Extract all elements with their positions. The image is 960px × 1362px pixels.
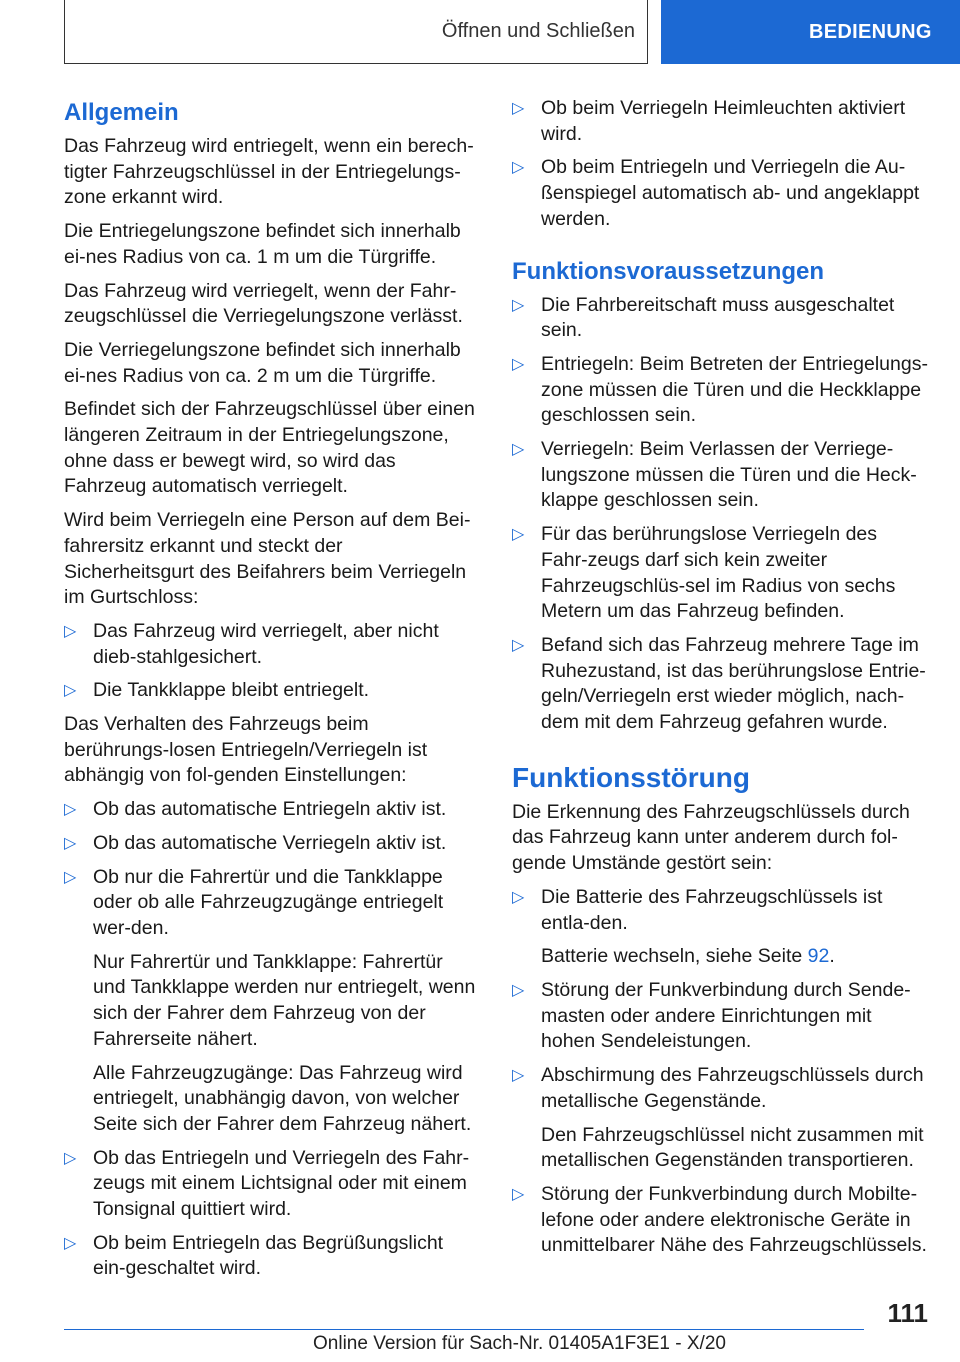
footer-divider xyxy=(64,1329,864,1330)
list-item: ▷ Ob beim Entriegeln das Begrüßungslicht ein-geschaltet wird. xyxy=(64,1231,444,1280)
triangle-bullet-icon: ▷ xyxy=(512,296,525,314)
list-item: ▷ Das Fahrzeug wird verriegelt, aber nicht dieb-stahlgesichert. xyxy=(64,619,439,668)
triangle-bullet-icon: ▷ xyxy=(512,355,525,373)
list-item: ▷ Ob das automatische Verriegeln aktiv ist. xyxy=(64,831,478,857)
triangle-bullet-icon: ▷ xyxy=(64,801,77,819)
triangle-bullet-icon: ▷ xyxy=(512,526,525,544)
triangle-bullet-icon: ▷ xyxy=(512,441,525,459)
triangle-bullet-icon: ▷ xyxy=(512,981,525,999)
heading-funktionsstoerung: Funktionsstörung xyxy=(512,761,750,793)
heading-allgemein: Allgemein xyxy=(64,99,179,126)
triangle-bullet-icon: ▷ xyxy=(64,1149,77,1167)
triangle-bullet-icon: ▷ xyxy=(512,636,525,654)
triangle-bullet-icon: ▷ xyxy=(512,1185,525,1203)
list-item: ▷ Verriegeln: Beim Verlassen der Verriege-lungszone müssen die Türen und die Heck-klappe geschlossen sein. xyxy=(512,438,917,512)
header-section-title: Öffnen und Schließen xyxy=(441,20,635,42)
page-number: 111 xyxy=(887,1298,928,1328)
paragraph: Befindet sich der Fahrzeugschlüssel über einen längeren Zeitraum in der Entriegelungszone, ohne dass er bewegt wird, so wird das Fahrzeug automatisch verriegelt. xyxy=(64,398,475,498)
paragraph: Das Verhalten des Fahrzeugs beim berührungs-losen Entriegeln/Verriegeln ist abhängig von fol-genden Einstellungen: xyxy=(64,713,428,787)
list-item: ▷ Die Batterie des Fahrzeugschlüssels ist entla-den. Batterie wechseln, siehe Seite 92. xyxy=(512,885,883,968)
list-item: ▷ Ob das Entriegeln und Verriegeln des Fahr-zeugs mit einem Lichtsignal oder mit einem Tonsignal quittiert wird. xyxy=(64,1146,470,1221)
paragraph: Die Verriegelungszone befindet sich innerhalb ei-nes Radius von ca. 2 m um die Türgriffe. xyxy=(64,338,461,387)
triangle-bullet-icon: ▷ xyxy=(64,622,77,640)
heading-funktionsvoraussetzungen: Funktionsvoraussetzungen xyxy=(512,257,825,285)
list-item: ▷ Ob nur die Fahrertür und die Tankklappe oder ob alle Fahrzeugzugänge entriegelt wer-den. Nur Fahrertür und Tankklappe: Fahrertür und Tankklappe werden nur entriegelt, wenn sich der Fahrer dem Fahrzeug von der Fahrerseite nähert. Alle Fahrzeugzugänge: Das Fahrzeug wird entriegelt, unabhängig davon, von welcher Seite sich der Fahrer dem Fahrzeug nähert. xyxy=(64,865,476,1135)
page-reference-link[interactable]: 92 xyxy=(807,945,830,968)
right-column xyxy=(512,96,928,1267)
list-item: ▷ Die Fahrbereitschaft muss ausgeschaltet sein. xyxy=(512,293,895,342)
triangle-bullet-icon: ▷ xyxy=(64,1234,77,1252)
triangle-bullet-icon: ▷ xyxy=(512,100,525,117)
paragraph: Wird beim Verriegeln eine Person auf dem Bei-fahrersitz erkannt und steckt der Sicherheitsgurt des Beifahrers beim Verriegeln im Gurtschloss: xyxy=(64,509,471,609)
triangle-bullet-icon: ▷ xyxy=(64,682,77,700)
header-section-box xyxy=(64,0,648,64)
footer-text: Online Version für Sach-Nr. 01405A1F3E1 - X/20 xyxy=(313,1333,726,1354)
list-item: ▷ Die Tankklappe bleibt entriegelt. xyxy=(64,678,478,704)
paragraph: Das Fahrzeug wird verriegelt, wenn der Fahr-zeugschlüssel die Verriegelungszone verlässt. xyxy=(64,279,463,328)
paragraph: Das Fahrzeug wird entriegelt, wenn ein berech-tigter Fahrzeugschlüssel in der Entriegelungs-zone erkannt wird. xyxy=(64,135,474,209)
list-item: ▷ Ob beim Verriegeln Heimleuchten aktiviert wird. xyxy=(512,97,906,145)
list-item: ▷ Störung der Funkverbindung durch Sende-masten oder andere Einrichtungen mit hohen Sendeleistungen. xyxy=(512,978,911,1053)
left-column xyxy=(64,96,478,1290)
triangle-bullet-icon: ▷ xyxy=(512,1067,525,1085)
header-chapter-label: BEDIENUNG xyxy=(809,20,932,43)
list-item: ▷ Störung der Funkverbindung durch Mobilte-lefone oder andere elektronische Geräte in unmittelbarer Nähe des Fahrzeugschlüssels. xyxy=(512,1182,927,1257)
paragraph: Die Erkennung des Fahrzeugschlüssels durch das Fahrzeug kann unter anderem durch fol-gende Umstände gestört sein: xyxy=(512,800,910,875)
list-item: ▷ Abschirmung des Fahrzeugschlüssels durch metallische Gegenstände. Den Fahrzeugschlüssel nicht zusammen mit metallischen Gegenständen transportieren. xyxy=(512,1064,924,1172)
triangle-bullet-icon: ▷ xyxy=(512,888,525,906)
list-item: ▷ Entriegeln: Beim Betreten der Entriegelungs-zone müssen die Türen und die Heckklappe geschlossen sein. xyxy=(512,352,928,427)
triangle-bullet-icon: ▷ xyxy=(64,834,77,852)
triangle-bullet-icon: ▷ xyxy=(512,159,525,177)
triangle-bullet-icon: ▷ xyxy=(64,868,77,886)
paragraph: Die Entriegelungszone befindet sich innerhalb ei-nes Radius von ca. 1 m um die Türgriffe. xyxy=(64,220,461,268)
header-chapter-tab xyxy=(661,0,960,64)
list-item: ▷ Befand sich das Fahrzeug mehrere Tage im Ruhezustand, ist das berührungslose Entrie-geln/Verriegeln erst wieder möglich, nach-dem mit dem Fahrzeug gefahren wurde. xyxy=(512,633,926,734)
list-item: ▷ Für das berührungslose Verriegeln des Fahr-zeugs darf sich kein zweiter Fahrzeugschlüs-sel im Radius von sechs Metern um das Fahrzeug befinden. xyxy=(512,523,896,623)
list-item: ▷ Ob das automatische Entriegeln aktiv ist. xyxy=(64,797,478,823)
list-item: ▷ Ob beim Entriegeln und Verriegeln die Au-ßenspiegel automatisch ab- und angeklappt werden. xyxy=(512,156,920,230)
